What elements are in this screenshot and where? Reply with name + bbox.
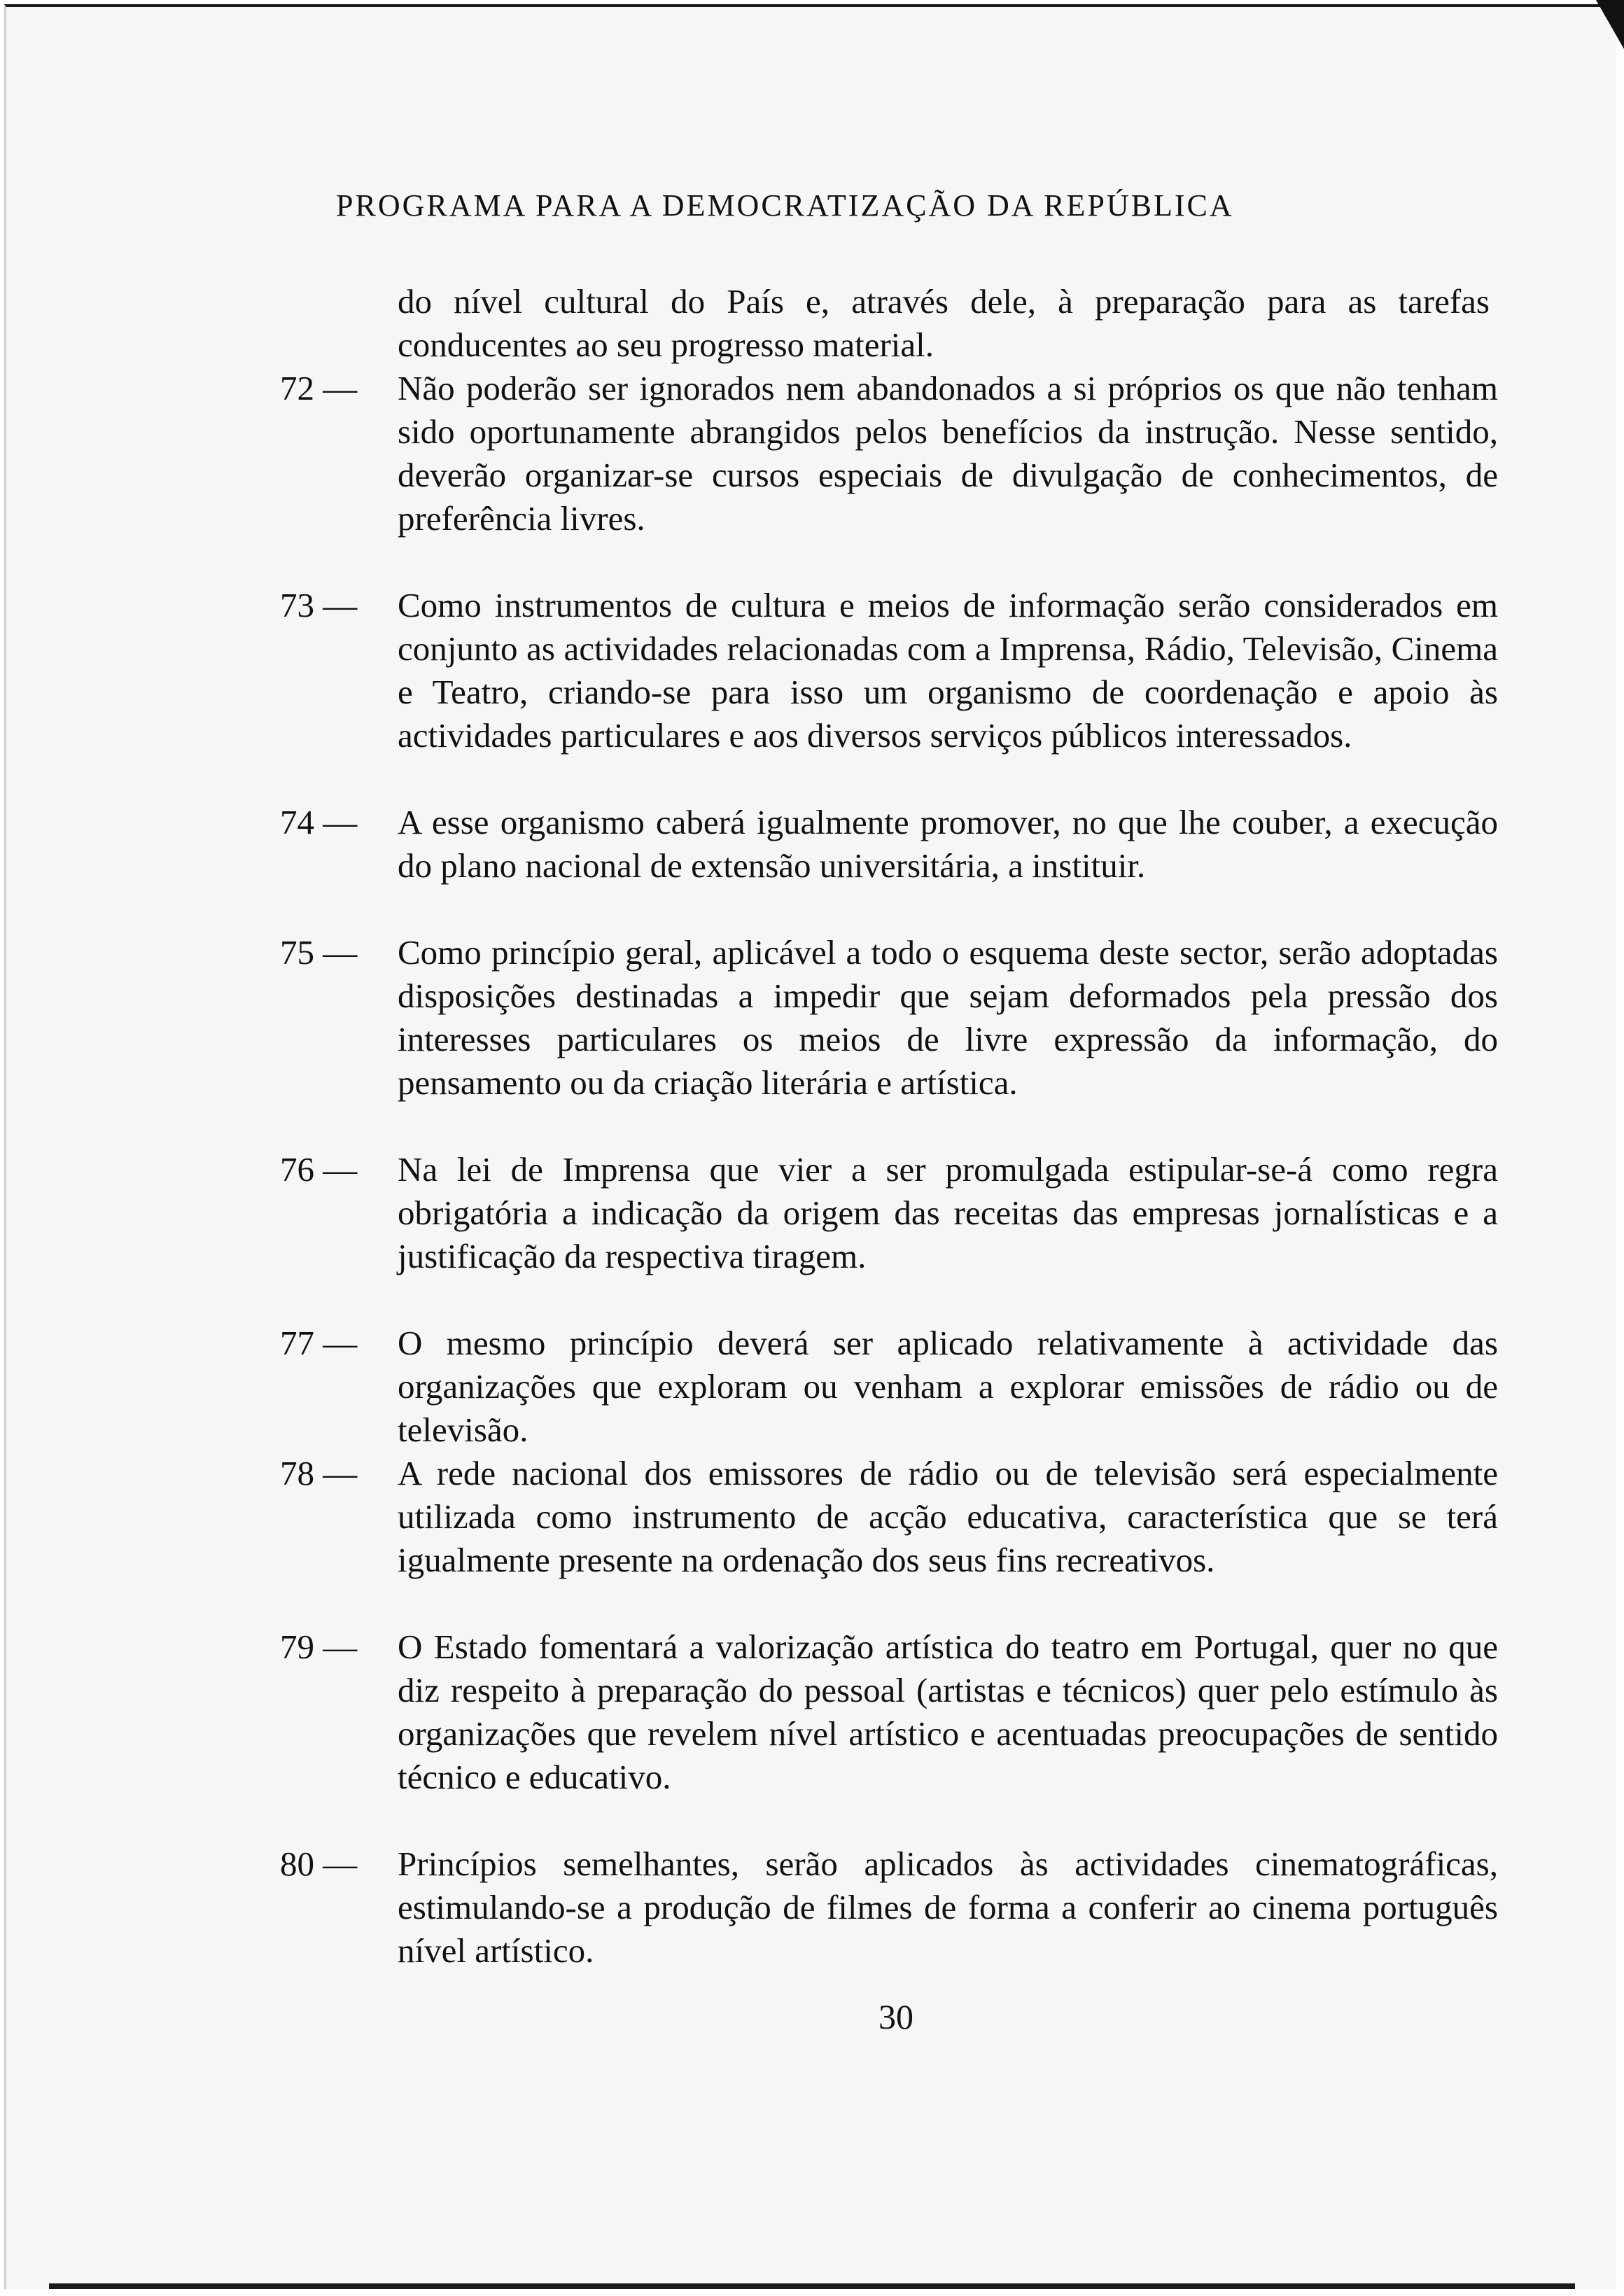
paragraph-78 [280, 1452, 1498, 1582]
paragraph-number: 78 — [280, 1454, 358, 1492]
paragraph-number: 80 — [280, 1844, 358, 1883]
paragraph-text: A rede nacional dos emissores de rádio ou de televisão será especialmente utilizada como instrumento de acção educativa, característica que se terá igualmente presente na ordenação dos seus fins recreativos. [398, 1454, 1498, 1579]
paragraph-73 [280, 584, 1498, 757]
running-header: PROGRAMA PARA A DEMOCRATIZAÇÃO DA REPÚBLICA [336, 188, 1234, 223]
paragraph-number: 72 — [280, 369, 358, 407]
paragraph-number: 77 — [280, 1324, 358, 1362]
page-number: 30 [878, 1997, 913, 2036]
paragraph-text: O Estado fomentará a valorização artística do teatro em Portugal, quer no que diz respeito à preparação do pessoal (artistas e técnicos) quer pelo estímulo às organizações que revelem nível artístico e acentuadas preocupações de sentido técnico e educativo. [398, 1628, 1498, 1796]
paragraph-text: Como princípio geral, aplicável a todo o esquema deste sector, serão adoptadas disposições destinadas a impedir que sejam deformados pela pressão dos interesses particulares os meios de livre expressão da informação, do pensamento ou da criação literária e artística. [398, 933, 1498, 1102]
paragraph-number: 75 — [280, 933, 358, 972]
paragraph-number: 74 — [280, 803, 358, 841]
paragraph-76 [280, 1148, 1498, 1278]
paragraph-77 [280, 1322, 1498, 1452]
paragraph-text: A esse organismo caberá igualmente promover, no que lhe couber, a execução do plano nacional de extensão universitária, a instituir. [398, 803, 1498, 885]
paragraph-text: Na lei de Imprensa que vier a ser promulgada estipular-se-á como regra obrigatória a indicação da origem das receitas das empresas jornalísticas e a justificação da respectiva tiragem. [398, 1150, 1498, 1275]
paragraph-text: Princípios semelhantes, serão aplicados às actividades cinematográficas, estimulando-se a produção de filmes de forma a conferir ao cinema português nível artístico. [398, 1844, 1498, 1970]
paragraph-72 [280, 367, 1498, 540]
bottom-rule [49, 2283, 1575, 2289]
opening-paragraph: do nível cultural do País e, através dele, à preparação para as tarefas conducentes ao seu progresso material. [398, 282, 1490, 364]
paragraph-number: 79 — [280, 1628, 358, 1666]
paragraph-number: 73 — [280, 586, 358, 624]
paragraph-80 [280, 1842, 1498, 1973]
paragraph-text: Como instrumentos de cultura e meios de informação serão considerados em conjunto as actividades relacionadas com a Imprensa, Rádio, Televisão, Cinema e Teatro, criando-se para isso um organismo de coordenação e apoio às actividades particulares e aos diversos serviços públicos interessados. [398, 586, 1498, 755]
paragraph-number: 76 — [280, 1150, 358, 1189]
paragraph-text: Não poderão ser ignorados nem abandonados a si próprios os que não tenham sido oportunamente abrangidos pelos benefícios da instrução. Nesse sentido, deverão organizar-se cursos especiais de divulgação de conhecimentos, de preferência livres. [398, 369, 1498, 538]
paragraph-text: O mesmo princípio deverá ser aplicado relativamente à actividade das organizações que exploram ou venham a explorar emissões de rádio ou de televisão. [398, 1324, 1498, 1449]
paragraph-75 [280, 931, 1498, 1105]
paragraph-79 [280, 1625, 1498, 1799]
paragraph-74 [280, 801, 1498, 888]
